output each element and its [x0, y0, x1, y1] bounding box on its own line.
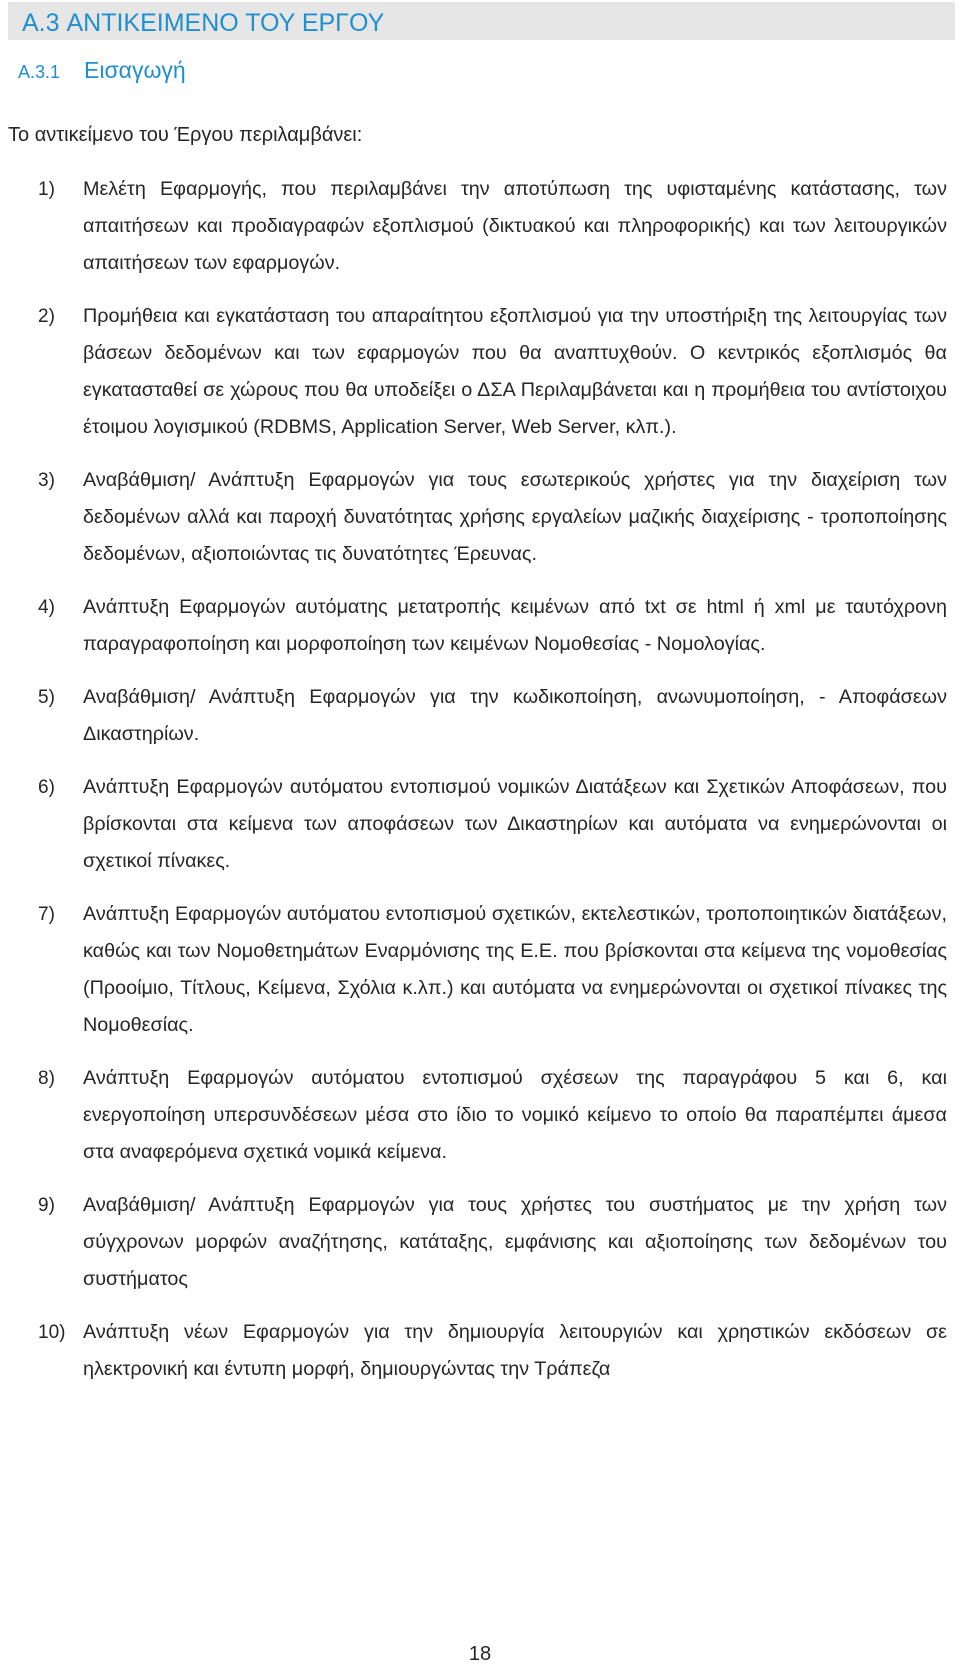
- list-item-text: Αναβάθμιση/ Ανάπτυξη Εφαρμογών για τους εσωτερικούς χρήστες για την διαχείριση των δεδομένων αλλά και παροχή δυνατότητας χρήσης εργαλείων μαζικής διαχείρισης - τροποποίησης δεδομένων, αξιοποιώντας τις δυνατότητες Έρευνας.: [83, 469, 947, 565]
- list-item-text: Ανάπτυξη Εφαρμογών αυτόματου εντοπισμού νομικών Διατάξεων και Σχετικών Αποφάσεων, που βρίσκονται στα κείμενα των αποφάσεων των Δικαστηρίων και αυτόματα να ενημερώνονται οι σχετικοί πίνακες.: [83, 776, 947, 872]
- list-item: [0, 298, 960, 446]
- list-item: [0, 1314, 960, 1388]
- list-item-number: 1): [38, 179, 55, 200]
- list-item-text: Αναβάθμιση/ Ανάπτυξη Εφαρμογών για την κωδικοποίηση, ανωνυμοποίηση, - Αποφάσεων Δικαστηρίων.: [83, 686, 947, 745]
- list-item: [0, 679, 960, 753]
- list-item-text: Ανάπτυξη Εφαρμογών αυτόματης μετατροπής κειμένων από txt σε html ή xml με ταυτόχρονη παραγραφοποίηση και μορφοποίηση των κειμένων Νομοθεσίας - Νομολογίας.: [83, 596, 947, 655]
- list-item-number: 7): [38, 904, 55, 925]
- list-item-number: 6): [38, 777, 55, 798]
- list-item-number: 4): [38, 597, 55, 618]
- list-item-number: 2): [38, 306, 55, 327]
- list-item: [0, 896, 960, 1044]
- list-item: [0, 589, 960, 663]
- list-item-text: Αναβάθμιση/ Ανάπτυξη Εφαρμογών για τους χρήστες του συστήματος με την χρήση των σύγχρονων μορφών αναζήτησης, κατάταξης, εμφάνισης και αξιοποίησης των δεδομένων του συστήματος: [83, 1194, 947, 1290]
- list-item-number: 8): [38, 1068, 55, 1089]
- list-item-text: Μελέτη Εφαρμογής, που περιλαμβάνει την αποτύπωση της υφισταμένης κατάστασης, των απαιτήσεων και προδιαγραφών εξοπλισμού (δικτυακού και πληροφορικής) και των λειτουργικών απαιτήσεων των εφαρμογών.: [83, 178, 947, 274]
- list-item-text: Προμήθεια και εγκατάσταση του απαραίτητου εξοπλισμού για την υποστήριξη της λειτουργίας των βάσεων δεδομένων και των εφαρμογών που θα αναπτυχθούν. Ο κεντρικός εξοπλισμός θα εγκατασταθεί σε χώρους που θα υποδείξει ο ΔΣΑ Περιλαμβάνεται και η προμήθεια του αντίστοιχου έτοιμου λογισμικού (RDBMS, Application Server, Web Server, κλπ.).: [83, 305, 947, 438]
- list-item-text: Ανάπτυξη Εφαρμογών αυτόματου εντοπισμού σχετικών, εκτελεστικών, τροποποιητικών διατάξεων, καθώς και των Νομοθετημάτων Εναρμόνισης της Ε.Ε. που βρίσκονται στα κείμενα της νομοθεσίας (Προοίμιο, Τίτλους, Κείμενα, Σχόλια κ.λπ.) και αυτόματα να ενημερώνονται οι σχετικοί πίνακες της Νομοθεσίας.: [83, 903, 947, 1036]
- numbered-list: [0, 171, 960, 1404]
- list-item-text: Ανάπτυξη νέων Εφαρμογών για την δημιουργία λειτουργιών και χρηστικών εκδόσεων σε ηλεκτρονική και έντυπη μορφή, δημιουργώντας την Τράπεζα: [83, 1321, 947, 1380]
- list-item-number: 5): [38, 687, 55, 708]
- list-item: [0, 1187, 960, 1298]
- list-item-number: 3): [38, 470, 55, 491]
- subsection-title: Εισαγωγή: [84, 57, 186, 83]
- list-item-number: 10): [38, 1322, 66, 1343]
- list-item: [0, 1060, 960, 1171]
- intro-paragraph: Το αντικείμενο του Έργου περιλαμβάνει:: [8, 124, 363, 146]
- list-item: [0, 171, 960, 282]
- list-item: [0, 462, 960, 573]
- list-item-number: 9): [38, 1195, 55, 1216]
- list-item: [0, 769, 960, 880]
- list-item-text: Ανάπτυξη Εφαρμογών αυτόματου εντοπισμού σχέσεων της παραγράφου 5 και 6, και ενεργοποίηση υπερσυνδέσεων μέσα στο ίδιο το νομικό κείμενο το οποίο θα παραπέμπει άμεσα στα αναφερόμενα σχετικά νομικά κείμενα.: [83, 1067, 947, 1163]
- subsection-number: A.3.1: [18, 62, 61, 82]
- section-heading-bar: [8, 2, 955, 40]
- page-number: 18: [468, 1643, 492, 1665]
- section-heading: A.3 ΑΝΤΙΚΕΙΜΕΝΟ ΤΟΥ ΕΡΓΟΥ: [22, 9, 385, 37]
